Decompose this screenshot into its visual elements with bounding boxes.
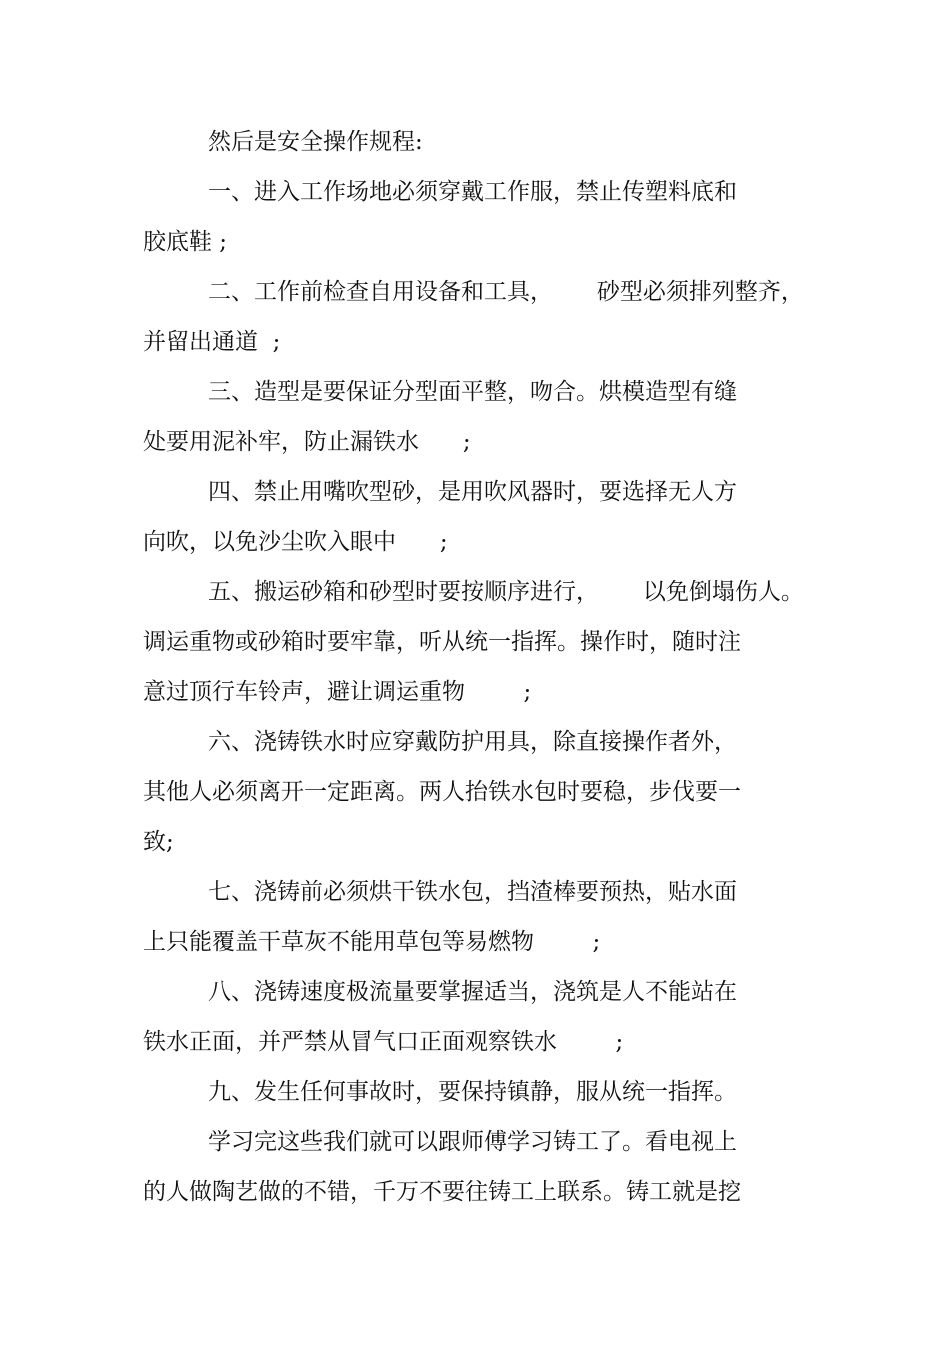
paragraph-line: 致; xyxy=(143,829,174,855)
paragraph-line: 一、进入工作场地必须穿戴工作服，禁止传塑料底和 xyxy=(208,179,737,205)
paragraph-line: 三、造型是要保证分型面平整，吻合。烘模造型有缝 xyxy=(208,379,737,405)
paragraph-line: 处要用泥补牢，防止漏铁水 ; xyxy=(143,429,471,455)
paragraph-line: 其他人必须离开一定距离。两人抬铁水包时要稳，步伐要一 xyxy=(143,779,741,805)
paragraph-line: 上只能覆盖干草灰不能用草包等易燃物 ; xyxy=(143,929,601,955)
paragraph-line: 意过顶行车铃声，避让调运重物 ; xyxy=(143,679,532,705)
paragraph-line: 铁水正面，并严禁从冒气口正面观察铁水 ; xyxy=(143,1029,624,1055)
paragraph-line: 八、浇铸速度极流量要掌握适当，浇筑是人不能站在 xyxy=(208,979,737,1005)
paragraph-line: 然后是安全操作规程: xyxy=(208,129,423,155)
paragraph-line: 调运重物或砂箱时要牢靠，听从统一指挥。操作时，随时注 xyxy=(143,629,741,655)
paragraph-line: 五、搬运砂箱和砂型时要按顺序进行， 以免倒塌伤人。 xyxy=(208,579,804,605)
paragraph-line: 九、发生任何事故时，要保持镇静，服从统一指挥。 xyxy=(208,1079,737,1105)
paragraph-line: 六、浇铸铁水时应穿戴防护用具，除直接操作者外， xyxy=(208,729,737,755)
paragraph-line: 向吹，以免沙尘吹入眼中 ; xyxy=(143,529,448,555)
paragraph-line: 胶底鞋 ; xyxy=(143,229,228,255)
paragraph-line: 七、浇铸前必须烘干铁水包，挡渣棒要预热，贴水面 xyxy=(208,879,737,905)
paragraph-line: 的人做陶艺做的不错，千万不要往铸工上联系。铸工就是挖 xyxy=(143,1179,741,1205)
paragraph-line: 四、禁止用嘴吹型砂，是用吹风器时，要选择无人方 xyxy=(208,479,737,505)
paragraph-line: 并留出通道 ; xyxy=(143,329,281,355)
paragraph-line: 二、工作前检查自用设备和工具， 砂型必须排列整齐， xyxy=(208,279,804,305)
paragraph-line: 学习完这些我们就可以跟师傅学习铸工了。看电视上 xyxy=(208,1129,737,1155)
